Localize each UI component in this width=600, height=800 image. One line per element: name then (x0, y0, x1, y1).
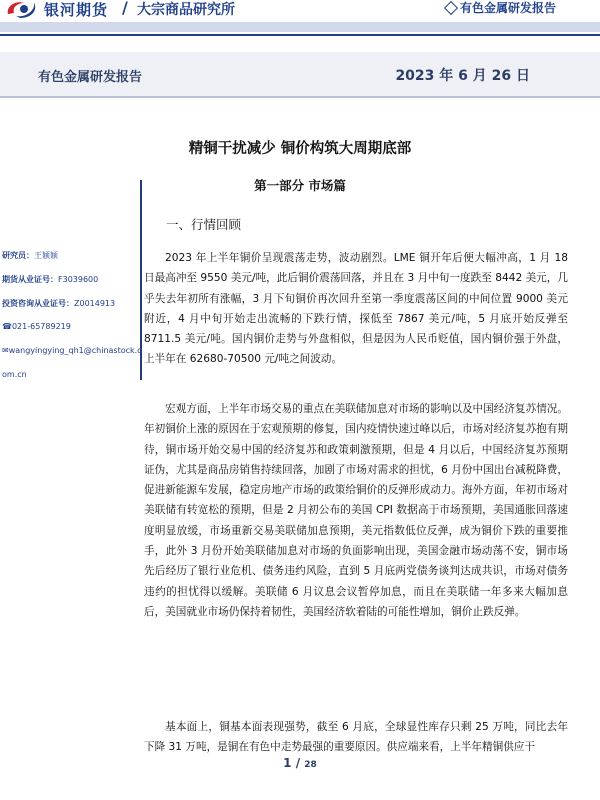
futures-cert-line: 期货从业证号：F3039600 (2, 275, 99, 284)
paragraph-macro: 宏观方面，上半年市场交易的重点在美联储加息对市场的影响以及中国经济复苏情况。年初铜价上涨的原因在于宏观预期的修复，国内疫情快速过峰以后，市场对经济复苏抱有期待，铜市场开始交易中国的经济复苏和政策刺激预期，但是 4 月以后，中国经济复苏预期证伪，尤其是商品房销售持续回落，加剧了市场对需求的担忧，6 月份中国出台减税降费，促进新能源车发展，稳定房地产市场的政策给铜价的反弹形成动力。海外方面，年初市场对美联储有转宽松的预期，但是 2 月初公布的美国 CPI 数据高于市场预期，美国通胀回落速度明显放缓，市场重新交易美联储加息预期，美元指数低位反弹，成为铜价下跌的重要推手，此外 3 月份开始美联储加息对市场的负面影响出现，美国金融市场动荡不安，铜市场先后经历了银行业危机、债务违约风险，直到 5 月底两党债务谈判达成共识，市场对债务违约的担忧得以缓解。美联储 6 月议息会议暂停加息，而且在美联储一年多来大幅加息后，美国就业市场仍保持着韧性，美国经济软着陆的可能性增加，铜价止跌反弹。 (144, 403, 568, 618)
document-title: 精铜干扰减少 铜价构筑大周期底部 (188, 141, 412, 157)
header-divider-line (0, 34, 600, 36)
brand-name: 银河期货 (44, 1, 109, 19)
report-category: 有色金属研发报告 (38, 70, 143, 85)
advisory-cert-line: 投资咨询从业证号：Z0014913 (2, 299, 116, 308)
paragraph-fundamentals: 基本面上，铜基本面表现强势，截至 6 月底，全球显性库存只剩 25 万吨，同比去年下降 31 万吨，是铜在有色中走势最强的重要原因。供应端来看，上半年精铜供应干 (144, 721, 568, 754)
email-address-part2[interactable]: om.cn (2, 370, 27, 379)
header-divider-band (0, 22, 600, 32)
researcher-name: 王颖颖 (34, 251, 58, 260)
part-title: 第一部分 市场篇 (254, 178, 346, 193)
phone-number: 021-65789219 (11, 322, 71, 331)
paragraph-market-review: 2023 年上半年铜价呈现震荡走势，波动剧烈。LME 铜开年后便大幅冲高，1 月 18 日最高冲至 9550 美元/吨，此后铜价震荡回落，并且在 3 月中旬一度跌至 8442 美元，几乎失去年初所有涨幅，3 月下旬铜价再次回升至第一季度震荡区间的中间位置 9000 美元附近，4 月中旬开始走出流畅的下跌行情，探低至 7867 美元/吨，5 月底开始反弹至 8711.5 美元/吨。国内铜价走势与外盘相似，但是因为人民币贬值，国内铜价强于外盘，上半年在 62680-70500 元/吨之间波动。 (144, 252, 568, 366)
page-number (0, 756, 600, 770)
advisory-cert-number: Z0014913 (74, 299, 116, 308)
email-line[interactable] (2, 346, 142, 355)
researcher-line: 研究员：王颖颖 (2, 251, 58, 260)
page-separator: / (295, 756, 301, 770)
futures-cert-number: F3039600 (58, 275, 99, 284)
email-line-continued[interactable] (2, 370, 27, 379)
email-icon: ✉ (2, 346, 9, 355)
brand-report-tag: 有色金属研发报告 (460, 1, 557, 15)
page-current: 1 (283, 756, 292, 770)
section-title: 一、行情回顾 (166, 217, 242, 232)
brand-bar (0, 0, 600, 20)
phone-line (2, 322, 71, 331)
galaxy-futures-logo-icon (4, 0, 44, 18)
brand-institute: 大宗商品研究所 (137, 2, 235, 18)
phone-icon: ☎ (2, 322, 12, 331)
page-total: 28 (304, 760, 317, 770)
report-date: 2023 年 6 月 26 日 (395, 68, 530, 84)
report-header-band (0, 52, 600, 98)
email-address-part1[interactable]: wangyingying_qh1@chinastock.c (8, 346, 142, 355)
brand-slash: / (122, 0, 128, 17)
